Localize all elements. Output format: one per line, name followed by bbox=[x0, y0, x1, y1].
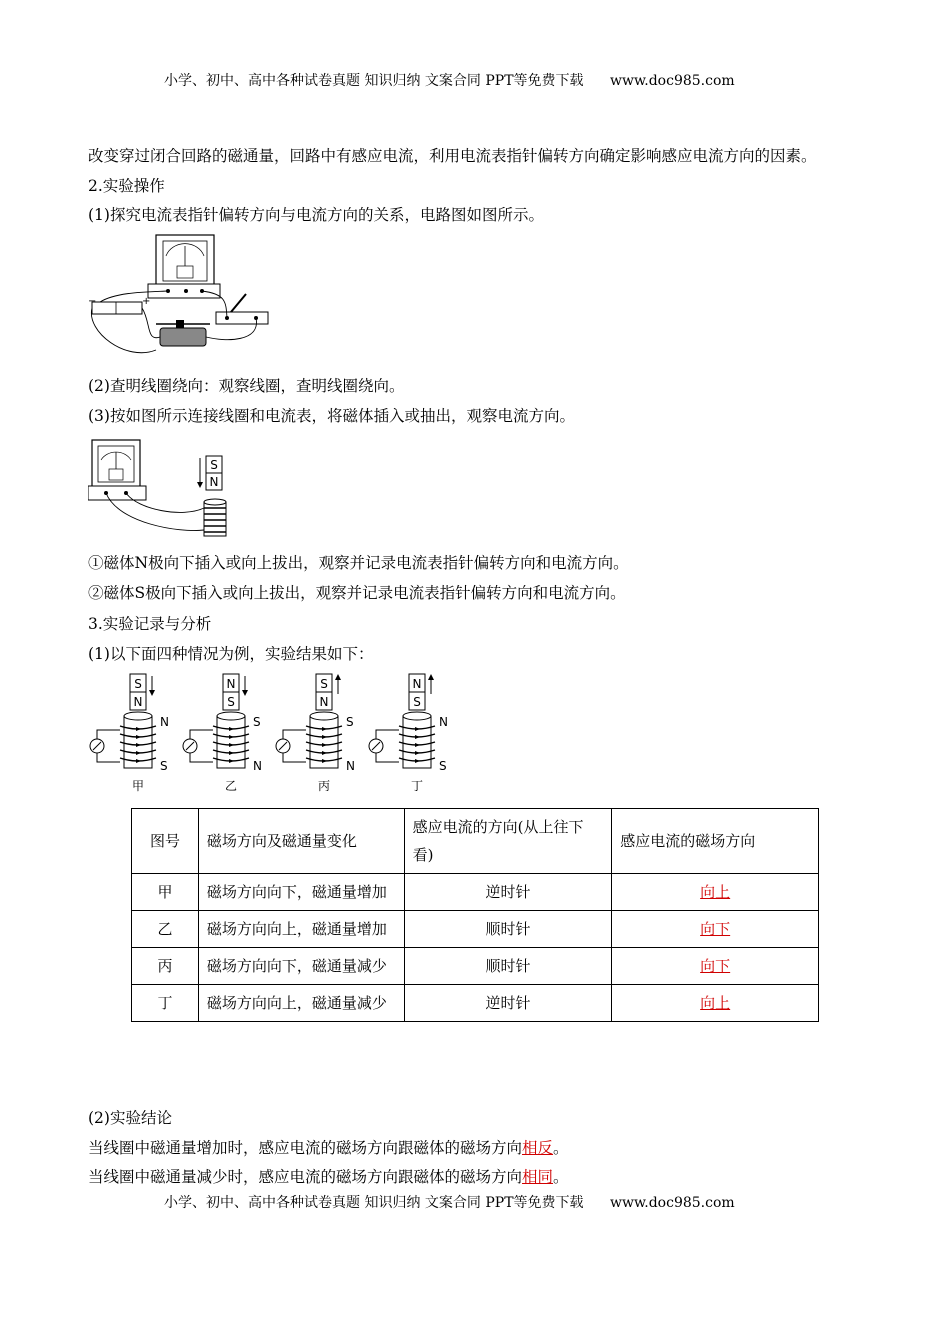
step-2-text: (2)查明线圈绕向：观察线圈，查明线圈绕向。 bbox=[88, 377, 405, 395]
wire bbox=[97, 730, 120, 739]
coil-bottom-label: N bbox=[253, 759, 262, 773]
coil-top bbox=[403, 712, 431, 720]
wire bbox=[376, 730, 399, 739]
coil-top-label: S bbox=[253, 715, 261, 729]
section-3-heading: 3.实验记录与分析 bbox=[88, 615, 212, 633]
row-induced-answer: 向上 bbox=[700, 883, 731, 901]
row-field: 磁场方向向上，磁通量增加 bbox=[198, 911, 404, 948]
table-row bbox=[132, 874, 819, 911]
magnet-top-label: N bbox=[226, 677, 236, 691]
item-1-text: ①磁体N极向下插入或向上拔出，观察并记录电流表指针偏转方向和电流方向。 bbox=[88, 554, 629, 572]
row-induced-answer: 向上 bbox=[700, 994, 731, 1012]
row-id: 乙 bbox=[132, 911, 199, 948]
row-field: 磁场方向向下，磁通量增加 bbox=[198, 874, 404, 911]
sub-1-text: (1)以下面四种情况为例，实验结果如下： bbox=[88, 645, 374, 663]
panel-label: 丁 bbox=[410, 779, 424, 793]
step-3-text: (3)按如图所示连接线圈和电流表，将磁体插入或抽出，观察电流方向。 bbox=[88, 407, 575, 425]
footer-url[interactable]: www.doc985.com bbox=[609, 1195, 735, 1211]
item-2-text: ②磁体S极向下插入或向上拔出，观察并记录电流表指针偏转方向和电流方向。 bbox=[88, 584, 626, 602]
battery bbox=[92, 302, 142, 314]
wire bbox=[97, 753, 120, 762]
magnet-bottom-label: N bbox=[133, 695, 143, 709]
wire bbox=[190, 753, 213, 762]
conclusion-2-answer: 相同 bbox=[522, 1168, 554, 1186]
switch bbox=[216, 312, 268, 324]
table-row bbox=[132, 948, 819, 985]
magnet-bottom-label: S bbox=[413, 695, 421, 709]
wire bbox=[376, 753, 399, 762]
rheostat bbox=[160, 328, 206, 346]
coil-figure bbox=[88, 438, 238, 538]
header-current-direction: 感应电流的方向(从上往下看) bbox=[404, 809, 612, 874]
row-induced-answer: 向下 bbox=[700, 920, 731, 938]
row-field: 磁场方向向下，磁通量减少 bbox=[198, 948, 404, 985]
arrow-head bbox=[242, 690, 248, 696]
coil-top bbox=[310, 712, 338, 720]
conclusion-2 bbox=[88, 1165, 569, 1187]
coil-bottom-label: N bbox=[346, 759, 355, 773]
header-url[interactable]: www.doc985.com bbox=[609, 73, 735, 89]
header-induced-field: 感应电流的磁场方向 bbox=[612, 809, 819, 874]
magnet-bottom-label: N bbox=[319, 695, 329, 709]
row-id: 丁 bbox=[132, 985, 199, 1022]
table-row bbox=[132, 911, 819, 948]
magnet-top-label: N bbox=[412, 677, 422, 691]
coil-top-label: S bbox=[346, 715, 354, 729]
row-id: 甲 bbox=[132, 874, 199, 911]
magnet-top-label: S bbox=[320, 677, 328, 691]
magnet-bottom-label: S bbox=[227, 695, 235, 709]
row-current: 逆时针 bbox=[404, 874, 612, 911]
four-cases-figure bbox=[86, 670, 466, 798]
row-field: 磁场方向向上，磁通量减少 bbox=[198, 985, 404, 1022]
section-2-heading: 2.实验操作 bbox=[88, 177, 165, 195]
page-footer bbox=[164, 1192, 735, 1212]
arrow-head bbox=[149, 690, 155, 696]
conclusion-1-text: 当线圈中磁通量增加时，感应电流的磁场方向跟磁体的磁场方向 bbox=[88, 1139, 523, 1157]
magnet-bottom-label: N bbox=[209, 475, 219, 489]
header-field-change: 磁场方向及磁通量变化 bbox=[198, 809, 404, 874]
row-induced-answer: 向下 bbox=[700, 957, 731, 975]
wire bbox=[283, 730, 306, 739]
header-figure-id: 图号 bbox=[132, 809, 199, 874]
coil-top bbox=[217, 712, 245, 720]
conclusion-2-text: 当线圈中磁通量减少时，感应电流的磁场方向跟磁体的磁场方向 bbox=[88, 1168, 523, 1186]
coil-top bbox=[124, 712, 152, 720]
row-current: 顺时针 bbox=[404, 911, 612, 948]
coil-top-label: N bbox=[439, 715, 448, 729]
table-header-row bbox=[132, 809, 819, 874]
coil-bottom-label: S bbox=[160, 759, 168, 773]
coil bbox=[204, 499, 226, 536]
battery-minus: − bbox=[88, 296, 97, 307]
panel-label: 甲 bbox=[131, 779, 145, 793]
row-current: 顺时针 bbox=[404, 948, 612, 985]
wire bbox=[283, 753, 306, 762]
intro-text: 改变穿过闭合回路的磁通量，回路中有感应电流，利用电流表指针偏转方向确定影响感应电流方向的因素。 bbox=[88, 147, 817, 165]
battery-plus: + bbox=[142, 296, 151, 307]
panel-label: 丙 bbox=[317, 779, 331, 793]
magnet-top-label: S bbox=[134, 677, 142, 691]
panel-label: 乙 bbox=[224, 779, 238, 793]
footer-text: 小学、初中、高中各种试卷真题 知识归纳 文案合同 PPT等免费下载 bbox=[164, 1195, 584, 1211]
conclusion-1-answer: 相反 bbox=[522, 1139, 554, 1157]
row-id: 丙 bbox=[132, 948, 199, 985]
arrow-head bbox=[428, 674, 434, 680]
magnet-top-label: S bbox=[210, 458, 218, 472]
arrow-head bbox=[335, 674, 341, 680]
header-text: 小学、初中、高中各种试卷真题 知识归纳 文案合同 PPT等免费下载 bbox=[164, 73, 584, 89]
page-header bbox=[164, 70, 735, 90]
row-current: 逆时针 bbox=[404, 985, 612, 1022]
coil-bottom-label: S bbox=[439, 759, 447, 773]
conclusion-2-period: 。 bbox=[553, 1168, 569, 1186]
conclusion-1 bbox=[88, 1136, 569, 1158]
wire bbox=[190, 730, 213, 739]
sub-2-text: (2)实验结论 bbox=[88, 1109, 172, 1127]
coil-top-label: N bbox=[160, 715, 169, 729]
results-table bbox=[131, 808, 819, 1022]
table-row bbox=[132, 985, 819, 1022]
conclusion-1-period: 。 bbox=[553, 1139, 569, 1157]
circuit-figure bbox=[86, 232, 276, 362]
step-1-text: (1)探究电流表指针偏转方向与电流方向的关系，电路图如图所示。 bbox=[88, 206, 544, 224]
